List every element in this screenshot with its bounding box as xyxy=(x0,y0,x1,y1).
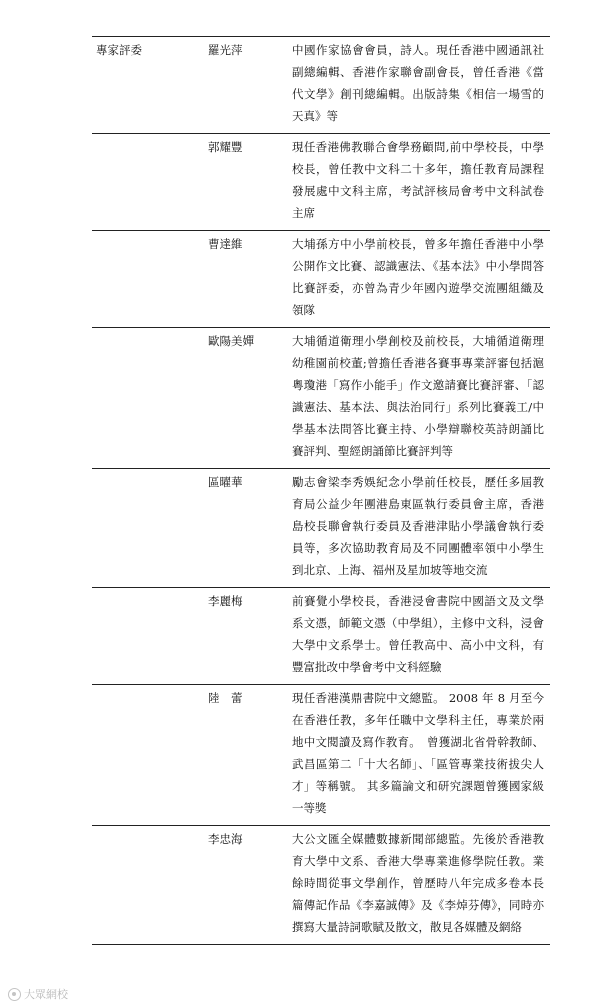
judge-name: 陸 蕾 xyxy=(208,691,243,705)
judge-name: 李麗梅 xyxy=(208,594,243,608)
judges-table-body xyxy=(92,37,550,945)
category-cell xyxy=(92,685,182,826)
category-cell xyxy=(92,826,182,945)
judge-bio: 中國作家協會會員，詩人。現任香港中國通訊社副總編輯、香港作家聯會副會長，曾任香港《當代文學》創刊總編輯。出版詩集《相信一場雪的天真》等 xyxy=(292,43,544,123)
judge-row xyxy=(92,328,550,469)
judge-name: 區曜華 xyxy=(208,475,243,489)
judge-row xyxy=(92,469,550,588)
category-label: 專家評委 xyxy=(96,43,142,57)
judge-row xyxy=(92,37,550,134)
judge-name: 郭耀豐 xyxy=(208,140,243,154)
judge-bio: 現任香港漢鼎書院中文總監。 2008 年 8 月至今在香港任教，多年任職中文學科主任，專業於兩地中文閱讀及寫作教育。 曾獲湖北省骨幹教師、武昌區第二「十大名師」、「區管專業技術拔尖人才」等稱號。 其多篇論文和研究課題曾獲國家級一等獎 xyxy=(292,691,544,815)
judge-row xyxy=(92,134,550,231)
watermark-logo-icon xyxy=(8,988,21,1001)
judge-row xyxy=(92,231,550,328)
watermark xyxy=(8,986,68,1002)
judge-name: 李忠海 xyxy=(208,832,243,846)
judges-table xyxy=(92,36,550,945)
category-cell xyxy=(92,588,182,685)
watermark-text: 大眾網校 xyxy=(24,988,68,1001)
judge-name: 歐陽美嬋 xyxy=(208,334,254,348)
judge-bio: 前賽覺小學校長，香港浸會書院中國語文及文學系文憑，師範文憑（中學組），主修中文科，浸會大學中文系學士。曾任教高中、高小中文科，有豐富批改中學會考中文科經驗 xyxy=(292,594,544,674)
judge-bio: 勵志會梁李秀娛紀念小學前任校長，歷任多屆教育局公益少年團港島東區執行委員會主席，香港島校長聯會執行委員及香港津貼小學議會執行委員等，多次協助教育局及不同團體率領中小學生到北京、上海、福州及星加坡等地交流 xyxy=(292,475,544,577)
judge-bio: 大埔孫方中小學前校長，曾多年擔任香港中小學公開作文比賽、認識憲法、《基本法》中小學問答比賽評委，亦曾為青少年國內遊學交流團組織及領隊 xyxy=(292,237,544,317)
judge-row xyxy=(92,685,550,826)
category-cell xyxy=(92,328,182,469)
judge-bio: 現任香港佛教聯合會學務顧問,前中學校長，中學校長，曾任教中文科二十多年，擔任教育局課程發展處中文科主席，考試評核局會考中文科試卷主席 xyxy=(292,140,544,220)
judge-name: 曹達維 xyxy=(208,237,243,251)
judge-bio: 大公文匯全媒體數據新聞部總監。先後於香港教育大學中文系、香港大學專業進修學院任教。業餘時間從事文學創作，曾歷時八年完成多卷本長篇傳記作品《李嘉誠傳》及《李焯芬傳》，同時亦撰寫大量詩詞歌賦及散文，散見各媒體及網絡 xyxy=(292,832,544,934)
judge-bio: 大埔循道衛理小學創校及前校長，大埔循道衛理幼稚園前校董;曾擔任香港各賽事專業評審包括滬粵瓊港「寫作小能手」作文邀請賽比賽評審、「認識憲法、基本法、與法治同行」系列比賽義工/中學基本法問答比賽主持、小學辯聯校英詩朗誦比賽評判、聖經朗誦節比賽評判等 xyxy=(292,334,544,458)
category-cell xyxy=(92,37,182,134)
category-cell xyxy=(92,134,182,231)
category-cell xyxy=(92,469,182,588)
category-cell xyxy=(92,231,182,328)
judge-row xyxy=(92,588,550,685)
judge-row xyxy=(92,826,550,945)
judge-name: 羅光萍 xyxy=(208,43,243,57)
